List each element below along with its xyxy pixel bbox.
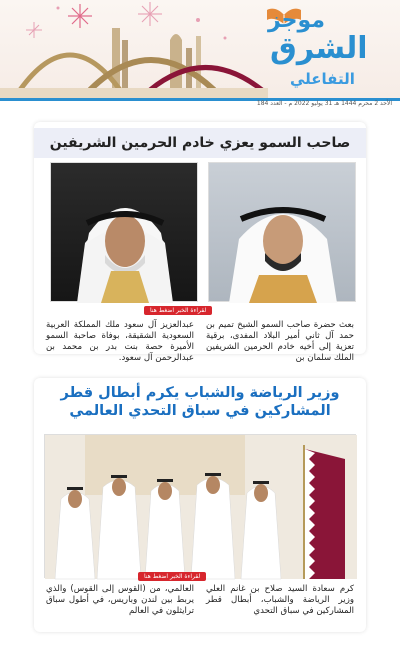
article-text-left: العالمي، من (القوس إلى القوس) والذي يربط بين لندن وباريس، في أطول سباق ترايثلون في العالم <box>46 584 194 616</box>
firework-icon <box>138 2 162 26</box>
article-photo <box>44 434 356 578</box>
read-more-button[interactable]: لقراءة الخبر اضغط هنا <box>144 306 212 315</box>
portrait-illustration <box>51 163 199 303</box>
article-card[interactable] <box>34 378 366 632</box>
firework-icon <box>68 4 92 28</box>
date-bar <box>0 98 400 108</box>
doha-skyline-illustration <box>0 0 268 98</box>
article-headline[interactable]: وزير الرياضة والشباب يكرم أبطال قطر المشاركين في سباق التحدي العالمي <box>60 385 340 420</box>
article-headline[interactable]: صاحب السمو يعزي خادم الحرمين الشريفين <box>34 128 366 158</box>
logo-word-mojaz: موجز <box>268 8 325 33</box>
read-more-button[interactable]: لقراءة الخبر اضغط هنا <box>138 572 206 581</box>
masthead <box>0 0 400 98</box>
article-photo-right <box>208 162 356 302</box>
logo-word-alsharq: الشرق <box>270 31 368 66</box>
article-photo-left <box>50 162 198 302</box>
portrait-illustration <box>209 163 357 303</box>
article-text-right: بعث حضرة صاحب السمو الشيخ تميم بن حمد آل ثاني أمير البلاد المفدى، برقية تعزية إلى أخيه خادم الحرمين الشريفين الملك سلمان بن <box>206 320 354 363</box>
group-photo-illustration <box>45 435 357 579</box>
article-text-left: عبدالعزيز آل سعود ملك المملكة العربية السعودية الشقيقة، بوفاة صاحبة السمو الأميرة حصة بنت بدر بن محمد بن عبدالرحمن آل سعود. <box>46 320 194 363</box>
issue-date: الأحد 2 محرم 1444 هـ 31 يوليو 2022 م - العدد 184 <box>256 100 392 107</box>
article-text-right: كرم سعادة السيد صلاح بن غانم العلي وزير الرياضة والشباب، أبطال قطر المشاركين في سباق التحدي <box>206 584 354 616</box>
logo-subtitle: التفاعلي <box>290 70 355 88</box>
article-card[interactable] <box>34 122 366 363</box>
brand-logo <box>264 4 392 94</box>
firework-icon <box>26 22 42 38</box>
